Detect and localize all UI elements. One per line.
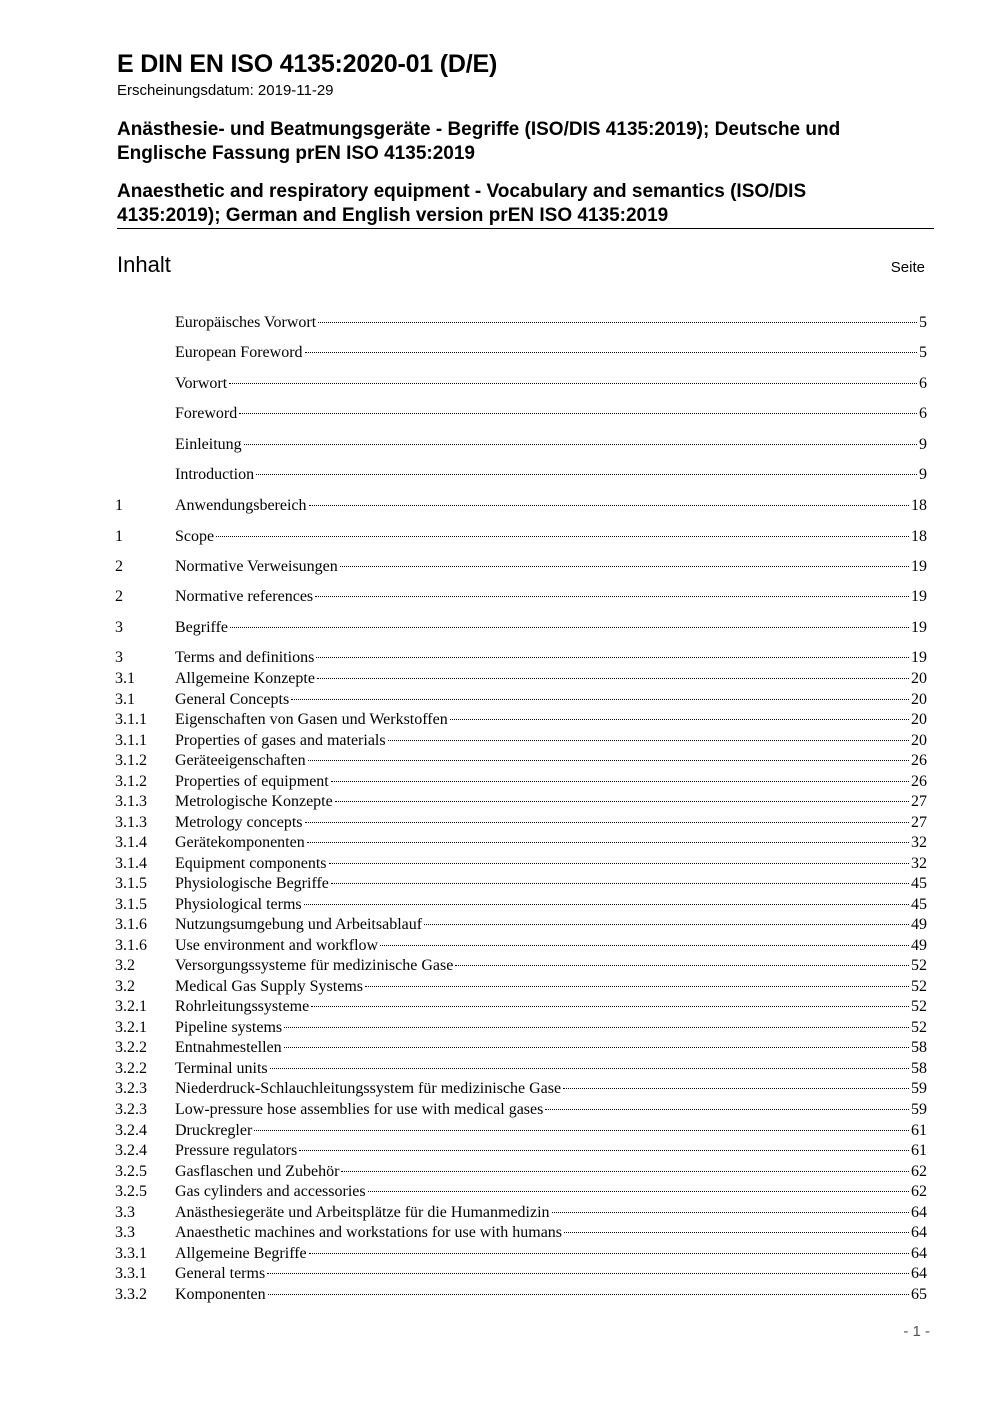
toc-entry-number: 3.2.2: [115, 1060, 147, 1077]
toc-entry[interactable]: [115, 464, 927, 485]
toc-entry-number: 1: [115, 497, 123, 514]
toc-entry-number: 2: [115, 558, 123, 575]
document-number: E DIN EN ISO 4135:2020-01 (D/E): [117, 50, 498, 78]
toc-leader-dots: [309, 1253, 909, 1254]
toc-entry-number: 3.1.2: [115, 773, 147, 790]
toc-leader-dots: [331, 883, 909, 884]
toc-entry-page: 5: [919, 314, 927, 331]
toc-entry-number: 3.3.1: [115, 1245, 147, 1262]
toc-entry-page: 58: [911, 1060, 927, 1077]
toc-entry[interactable]: [115, 955, 927, 976]
toc-entry-page: 18: [911, 528, 927, 545]
toc-entry-number: 3.3.1: [115, 1265, 147, 1282]
toc-leader-dots: [307, 842, 909, 843]
toc-entry-title: Properties of gases and materials: [175, 732, 386, 749]
toc-entry-title: Eigenschaften von Gasen und Werkstoffen: [175, 711, 448, 728]
toc-entry-page: 64: [911, 1245, 927, 1262]
toc-entry-number: 3.1.6: [115, 916, 147, 933]
toc-leader-dots: [329, 863, 909, 864]
toc-entry-title: Allgemeine Begriffe: [175, 1245, 307, 1262]
toc-entry-page: 62: [911, 1163, 927, 1180]
toc-entry-page: 5: [919, 344, 927, 361]
toc-entry[interactable]: [115, 771, 927, 792]
toc-entry-number: 3.2.4: [115, 1142, 147, 1159]
toc-leader-dots: [317, 678, 909, 679]
toc-entry[interactable]: [115, 668, 927, 689]
toc-entry-page: 61: [911, 1142, 927, 1159]
toc-entry-title: General terms: [175, 1265, 266, 1282]
toc-entry-title: Gas cylinders and accessories: [175, 1183, 366, 1200]
toc-leader-dots: [368, 1191, 909, 1192]
toc-entry[interactable]: [115, 1181, 927, 1202]
toc-leader-dots: [564, 1232, 909, 1233]
toc-leader-dots: [305, 822, 909, 823]
toc-entry[interactable]: [115, 853, 927, 874]
toc-heading: Inhalt: [117, 252, 171, 277]
toc-entry-title: Vorwort: [175, 375, 228, 392]
toc-leader-dots: [424, 924, 909, 925]
toc-entry-number: 3.1.4: [115, 834, 147, 851]
toc-entry-page: 18: [911, 497, 927, 514]
toc-entry-title: Nutzungsumgebung und Arbeitsablauf: [175, 916, 423, 933]
toc-entry-number: 3.2.4: [115, 1122, 147, 1139]
toc-entry[interactable]: [115, 1140, 927, 1161]
toc-entry-page: 64: [911, 1224, 927, 1241]
toc-leader-dots: [308, 760, 909, 761]
toc-leader-dots: [268, 1294, 909, 1295]
toc-leader-dots: [311, 1006, 909, 1007]
toc-entry-number: 3.1.3: [115, 814, 147, 831]
toc-entry-title: General Concepts: [175, 691, 290, 708]
toc-entry-title: Begriffe: [175, 619, 229, 636]
toc-entry-page: 61: [911, 1122, 927, 1139]
toc-leader-dots: [239, 413, 917, 414]
toc-entry-title: Terminal units: [175, 1060, 268, 1077]
toc-entry[interactable]: [115, 526, 927, 547]
toc-entry-title: Physiologische Begriffe: [175, 875, 329, 892]
toc-entry-page: 49: [911, 916, 927, 933]
toc-entry-title: Einleitung: [175, 436, 242, 453]
toc-entry[interactable]: [115, 1099, 927, 1120]
toc-entry[interactable]: [115, 403, 927, 424]
toc-entry-page: 6: [919, 375, 927, 392]
publication-date: Erscheinungsdatum: 2019-11-29: [117, 82, 334, 99]
toc-entry-title: Metrology concepts: [175, 814, 303, 831]
toc-leader-dots: [331, 781, 909, 782]
toc-entry[interactable]: [115, 1263, 927, 1284]
toc-entry[interactable]: [115, 647, 927, 668]
toc-entry[interactable]: [115, 730, 927, 751]
toc-leader-dots: [229, 383, 917, 384]
toc-entry-page: 58: [911, 1039, 927, 1056]
toc-entry-title: Gasflaschen und Zubehör: [175, 1163, 340, 1180]
toc-entry-number: 3.2.2: [115, 1039, 147, 1056]
toc-entry-page: 27: [911, 793, 927, 810]
toc-entry-title: Terms and definitions: [175, 649, 315, 666]
toc-leader-dots: [335, 801, 909, 802]
toc-entry-title: European Foreword: [175, 344, 303, 361]
toc-entry[interactable]: [115, 1243, 927, 1264]
toc-entry[interactable]: [115, 750, 927, 771]
toc-entry[interactable]: [115, 976, 927, 997]
toc-entry[interactable]: [115, 873, 927, 894]
toc-entry[interactable]: [115, 1284, 927, 1305]
toc-entry-number: 3.1: [115, 691, 135, 708]
toc-entry-number: 3.2.3: [115, 1101, 147, 1118]
toc-entry-page: 19: [911, 619, 927, 636]
toc-entry-number: 3.2: [115, 978, 135, 995]
toc-leader-dots: [545, 1109, 909, 1110]
toc-entry-number: 3.2.1: [115, 998, 147, 1015]
toc-leader-dots: [305, 352, 917, 353]
toc-entry-title: Niederdruck-Schlauchleitungssystem für medizinische Gase: [175, 1080, 562, 1097]
toc-entry[interactable]: [115, 495, 927, 516]
toc-entry-page: 32: [911, 855, 927, 872]
toc-entry-title: Pressure regulators: [175, 1142, 298, 1159]
toc-entry[interactable]: [115, 1222, 927, 1243]
toc-entry-page: 19: [911, 588, 927, 605]
toc-entry-number: 3.1.1: [115, 732, 147, 749]
page-number: - 1 -: [903, 1323, 930, 1340]
toc-entry-page: 26: [911, 773, 927, 790]
toc-entry-number: 3.1.5: [115, 875, 147, 892]
toc-entry-page: 52: [911, 998, 927, 1015]
toc-entry-title: Geräteeigenschaften: [175, 752, 306, 769]
toc-entry-number: 3: [115, 619, 123, 636]
toc-entry-title: Anästhesiegeräte und Arbeitsplätze für die Humanmedizin: [175, 1204, 550, 1221]
toc-entry-title: Medical Gas Supply Systems: [175, 978, 363, 995]
toc-leader-dots: [563, 1088, 909, 1089]
toc-entry-number: 3.1.6: [115, 937, 147, 954]
toc-entry-page: 20: [911, 670, 927, 687]
toc-leader-dots: [299, 1150, 909, 1151]
toc-entry[interactable]: [115, 894, 927, 915]
toc-entry[interactable]: [115, 1037, 927, 1058]
toc-entry-title: Low-pressure hose assemblies for use with medical gases: [175, 1101, 544, 1118]
toc-entry-page: 64: [911, 1204, 927, 1221]
toc-entry-title: Normative Verweisungen: [175, 558, 338, 575]
toc-entry[interactable]: [115, 709, 927, 730]
toc-entry[interactable]: [115, 617, 927, 638]
toc-entry-title: Anwendungsbereich: [175, 497, 307, 514]
toc-entry-page: 62: [911, 1183, 927, 1200]
toc-leader-dots: [270, 1068, 909, 1069]
toc-leader-dots: [267, 1273, 909, 1274]
toc-entry[interactable]: [115, 996, 927, 1017]
toc-entry-number: 3.1.4: [115, 855, 147, 872]
toc-entry[interactable]: [115, 342, 927, 363]
toc-entry-number: 3.1.1: [115, 711, 147, 728]
toc-leader-dots: [318, 322, 917, 323]
toc-entry-number: 3.3.2: [115, 1286, 147, 1303]
toc-entry-page: 6: [919, 405, 927, 422]
toc-leader-dots: [256, 474, 917, 475]
toc-entry-number: 3: [115, 649, 123, 666]
toc-entry[interactable]: [115, 1078, 927, 1099]
toc-entry[interactable]: [115, 832, 927, 853]
toc-entry-title: Properties of equipment: [175, 773, 329, 790]
toc-entry-title: Pipeline systems: [175, 1019, 283, 1036]
toc-entry-title: Anaesthetic machines and workstations for use with humans: [175, 1224, 563, 1241]
toc-entry-number: 3.1.3: [115, 793, 147, 810]
toc-entry-number: 3.3: [115, 1204, 135, 1221]
toc-entry-page: 45: [911, 896, 927, 913]
toc-entry[interactable]: [115, 1161, 927, 1182]
toc-entry-number: 2: [115, 588, 123, 605]
toc-entry-page: 45: [911, 875, 927, 892]
toc-entry-number: 3.2: [115, 957, 135, 974]
toc-entry-page: 9: [919, 466, 927, 483]
toc-entry-page: 52: [911, 978, 927, 995]
toc-entry-title: Entnahmestellen: [175, 1039, 282, 1056]
toc-entry-number: 3.1.5: [115, 896, 147, 913]
toc-leader-dots: [230, 627, 909, 628]
toc-entry-number: 3.2.1: [115, 1019, 147, 1036]
toc-entry[interactable]: [115, 373, 927, 394]
toc-entry-title: Introduction: [175, 466, 255, 483]
toc-entry-title: Druckregler: [175, 1122, 253, 1139]
toc-entry[interactable]: [115, 556, 927, 577]
toc-leader-dots: [304, 904, 909, 905]
toc-leader-dots: [244, 444, 917, 445]
toc-entry[interactable]: [115, 791, 927, 812]
toc-entry[interactable]: [115, 935, 927, 956]
toc-leader-dots: [254, 1130, 909, 1131]
toc-entry[interactable]: [115, 586, 927, 607]
toc-entry-page: 19: [911, 558, 927, 575]
toc-entry[interactable]: [115, 1058, 927, 1079]
toc-entry-page: 49: [911, 937, 927, 954]
toc-leader-dots: [291, 699, 909, 700]
toc-entry-page: 20: [911, 711, 927, 728]
toc-leader-dots: [309, 505, 909, 506]
toc-leader-dots: [315, 596, 909, 597]
toc-entry[interactable]: [115, 312, 927, 333]
toc-entry-title: Foreword: [175, 405, 238, 422]
toc-entry[interactable]: [115, 1120, 927, 1141]
toc-page-column-label: Seite: [890, 259, 925, 276]
toc-entry-page: 59: [911, 1101, 927, 1118]
toc-leader-dots: [341, 1171, 909, 1172]
toc-entry-page: 59: [911, 1080, 927, 1097]
toc-leader-dots: [380, 945, 909, 946]
toc-leader-dots: [552, 1212, 909, 1213]
toc-entry-page: 20: [911, 691, 927, 708]
title-english: Anaesthetic and respiratory equipment - Vocabulary and semantics (ISO/DIS 4135:2019); German and English version prEN ISO 4135:2019: [117, 181, 807, 226]
toc-entry-number: 3.2.5: [115, 1163, 147, 1180]
toc-entry-number: 3.2.3: [115, 1080, 147, 1097]
toc-leader-dots: [316, 657, 909, 658]
toc-entry-title: Use environment and workflow: [175, 937, 379, 954]
toc-entry-title: Komponenten: [175, 1286, 266, 1303]
toc-entry-page: 65: [911, 1286, 927, 1303]
toc-entry[interactable]: [115, 434, 927, 455]
toc-entry-number: 3.3: [115, 1224, 135, 1241]
toc-entry-page: 32: [911, 834, 927, 851]
toc-entry-title: Allgemeine Konzepte: [175, 670, 315, 687]
toc-leader-dots: [365, 986, 909, 987]
toc-entry[interactable]: [115, 1017, 927, 1038]
toc-entry-number: 1: [115, 528, 123, 545]
toc-leader-dots: [284, 1047, 909, 1048]
toc-entry[interactable]: [115, 914, 927, 935]
toc-entry-page: 26: [911, 752, 927, 769]
toc-entry[interactable]: [115, 689, 927, 710]
toc-entry-page: 19: [911, 649, 927, 666]
toc-entry-title: Metrologische Konzepte: [175, 793, 333, 810]
toc-leader-dots: [388, 740, 909, 741]
toc-entry-page: 9: [919, 436, 927, 453]
toc-entry-page: 27: [911, 814, 927, 831]
header-divider: [117, 228, 934, 229]
toc-entry-number: 3.1: [115, 670, 135, 687]
toc-entry-title: Europäisches Vorwort: [175, 314, 317, 331]
toc-entry-title: Rohrleitungssysteme: [175, 998, 310, 1015]
toc-entry-page: 52: [911, 957, 927, 974]
toc-leader-dots: [450, 719, 909, 720]
toc-entry-page: 64: [911, 1265, 927, 1282]
toc-entry-title: Normative references: [175, 588, 314, 605]
toc-entry-page: 52: [911, 1019, 927, 1036]
toc-leader-dots: [455, 965, 909, 966]
toc-entry-title: Gerätekomponenten: [175, 834, 305, 851]
toc-entry-title: Equipment components: [175, 855, 327, 872]
toc-entry[interactable]: [115, 812, 927, 833]
toc-entry-title: Physiological terms: [175, 896, 302, 913]
toc-leader-dots: [284, 1027, 909, 1028]
toc-entry-number: 3.2.5: [115, 1183, 147, 1200]
toc-entry[interactable]: [115, 1202, 927, 1223]
toc-leader-dots: [216, 536, 909, 537]
toc-leader-dots: [340, 566, 909, 567]
toc-entry-title: Scope: [175, 528, 215, 545]
toc-entry-number: 3.1.2: [115, 752, 147, 769]
title-german: Anästhesie- und Beatmungsgeräte - Begriffe (ISO/DIS 4135:2019); Deutsche und Englische Fassung prEN ISO 4135:2019: [117, 119, 841, 164]
toc-entry-title: Versorgungssysteme für medizinische Gase: [175, 957, 454, 974]
toc-entry-page: 20: [911, 732, 927, 749]
